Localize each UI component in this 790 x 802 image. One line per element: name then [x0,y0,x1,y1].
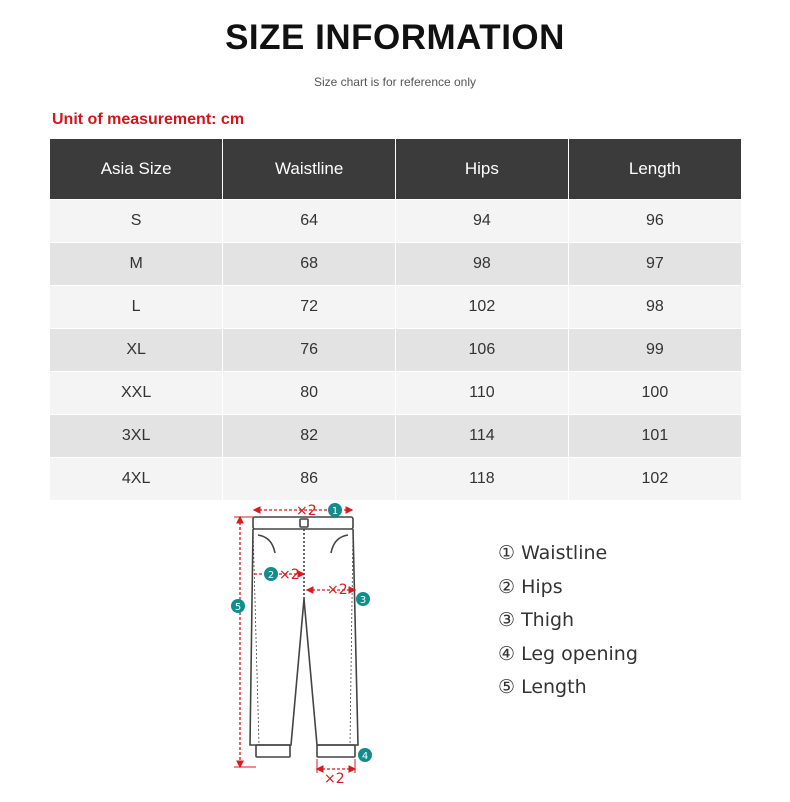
table-header-row [50,139,741,200]
table-cell: 76 [223,329,396,372]
table-cell: 118 [396,458,569,501]
pants-measurement-diagram [220,495,380,795]
table-cell: 4XL [50,458,223,501]
table-row [50,286,741,329]
column-header-asia-size: Asia Size [50,139,223,200]
table-cell: 97 [568,243,741,286]
table-cell: 98 [568,286,741,329]
table-row [50,243,741,286]
legend-item-waistline: ① Waistline [498,542,608,564]
size-chart-table [50,139,741,500]
table-cell: XL [50,329,223,372]
table-row [50,200,741,243]
table-cell: 110 [396,372,569,415]
table-row [50,372,741,415]
table-cell: 72 [223,286,396,329]
measurement-legend [498,540,638,708]
table-cell: XXL [50,372,223,415]
thigh-multiplier: ×2 [327,582,348,598]
table-cell: 96 [568,200,741,243]
table-cell: 102 [568,458,741,501]
pants-outline-icon [250,517,358,757]
hips-marker-number: 2 [267,570,275,581]
table-cell: 64 [223,200,396,243]
waist-multiplier: ×2 [296,503,317,519]
table-row [50,329,741,372]
thigh-marker-number: 3 [359,595,367,606]
table-cell: 94 [396,200,569,243]
table-cell: 101 [568,415,741,458]
table-cell: 106 [396,329,569,372]
page-title: SIZE INFORMATION [225,18,565,57]
waist-marker-number: 1 [331,506,339,517]
table-cell: 102 [396,286,569,329]
table-cell: 80 [223,372,396,415]
table-cell: 86 [223,458,396,501]
table-cell: 100 [568,372,741,415]
leg-opening-marker-number: 4 [361,751,369,762]
table-cell: 82 [223,415,396,458]
column-header-length: Length [568,139,741,200]
table-cell: S [50,200,223,243]
hips-multiplier: ×2 [279,567,300,583]
legend-item-leg-opening: ④ Leg opening [498,642,638,665]
legend-item-hips: ② Hips [498,575,563,598]
column-header-hips: Hips [396,139,569,200]
table-cell: 68 [223,243,396,286]
table-row [50,415,741,458]
legend-item-length: ⑤ Length [498,676,587,698]
unit-label: Unit of measurement: cm [52,111,245,128]
leg-opening-multiplier: ×2 [324,771,345,787]
table-cell: 98 [396,243,569,286]
table-cell: 114 [396,415,569,458]
column-header-waistline: Waistline [223,139,396,200]
table-cell: M [50,243,223,286]
length-marker-number: 5 [234,602,242,613]
table-cell: 3XL [50,415,223,458]
table-cell: 99 [568,329,741,372]
legend-item-thigh: ③ Thigh [498,609,575,631]
table-row [50,458,741,501]
page-subtitle: Size chart is for reference only [313,75,477,89]
table-cell: L [50,286,223,329]
